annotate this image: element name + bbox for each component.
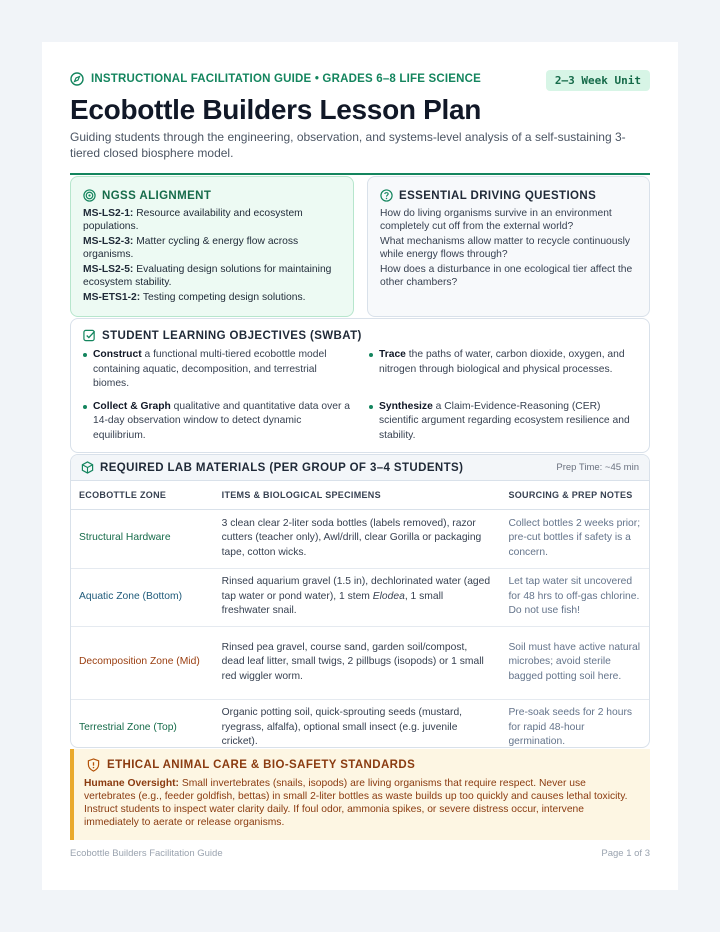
table-row — [71, 626, 649, 699]
materials-heading: REQUIRED LAB MATERIALS (PER GROUP OF 3–4 STUDENTS) — [100, 461, 464, 474]
standard-text: Evaluating design solutions for maintaining ecosystem stability. — [83, 264, 332, 288]
ngss-standard — [83, 208, 341, 233]
ngss-alignment-card — [70, 176, 354, 317]
zone-cell: Aquatic Zone (Bottom) — [71, 568, 214, 626]
objective-verb: Collect & Graph — [93, 400, 171, 412]
items-cell — [214, 568, 501, 626]
page-title: Ecobottle Builders Lesson Plan — [70, 94, 482, 125]
compass-icon — [70, 72, 84, 86]
items-text: Rinsed aquarium gravel (1.5 in), dechlorinated water (aged tap water or pond water), 1 stem — [221, 576, 491, 602]
eyebrow-text: INSTRUCTIONAL FACILITATION GUIDE • GRADES 6–8 LIFE SCIENCE — [91, 73, 482, 85]
driving-question: What mechanisms allow matter to recycle continuously while energy flows through? — [380, 236, 631, 260]
items-species: Elodea — [372, 590, 405, 602]
standard-text: Testing competing design solutions. — [140, 292, 306, 303]
ngss-heading: NGSS ALIGNMENT — [102, 189, 212, 202]
learning-objectives-card — [70, 318, 650, 453]
objective-item — [83, 400, 351, 444]
items-cell — [214, 699, 501, 748]
ngss-heading-row — [83, 189, 341, 202]
items-text: Rinsed pea gravel, course sand, garden soil/compost, dead leaf litter, small twigs, 2 pillbugs (isopods) or 1 small red wiggler worm. — [221, 641, 484, 682]
materials-heading-row — [71, 455, 649, 481]
materials-table — [71, 481, 649, 748]
column-header: SOURCING & PREP NOTES — [500, 481, 649, 509]
ethics-body — [84, 777, 640, 829]
notes-cell: Soil must have active natural microbes; avoid sterile bagged potting soil here. — [500, 626, 649, 699]
items-text-end: , 1 small freshwater snail. — [221, 590, 444, 617]
items-text: Organic potting soil, quick-sprouting seeds (mustard, ryegrass, alfalfa), optional small insect (e.g. juvenile cricket). — [221, 707, 463, 748]
table-header-row — [71, 481, 649, 509]
table-row — [71, 568, 649, 626]
question-circle-icon — [380, 189, 393, 202]
column-header: ITEMS & BIOLOGICAL SPECIMENS — [214, 481, 501, 509]
driving-question: How do living organisms survive in an environment completely cut off from the external world? — [380, 208, 612, 232]
objectives-grid — [83, 348, 637, 443]
standard-text: Resource availability and ecosystem populations. — [83, 208, 303, 232]
ngss-standard — [83, 236, 341, 261]
target-icon — [83, 189, 96, 202]
ethics-text: Small invertebrates (snails, isopods) are living organisms that require respect. Never use vertebrates (e.g., feeder goldfish, bettas) in small 2-liter bottles as waste builds up too quickly and causes lethal toxicity. Instruct students to inspect water clarity daily. If foul odor, ammonia spikes, or severe distress occur, intervene immediately to aerate or release organisms. — [84, 778, 628, 828]
objectives-heading-row — [83, 329, 637, 342]
shield-alert-icon — [87, 758, 100, 772]
page-number: Page 1 of 3 — [601, 848, 650, 859]
objective-item — [369, 400, 637, 444]
standard-text: Matter cycling & energy flow across organisms. — [83, 236, 299, 260]
page-subtitle: Guiding students through the engineering, observation, and systems-level analysis of a self-sustaining 3-tiered closed biosphere model. — [70, 130, 626, 160]
notes-cell: Collect bottles 2 weeks prior; pre-cut bottles if safety is a concern. — [500, 509, 649, 568]
checkbox-icon — [83, 329, 96, 342]
column-header: ECOBOTTLE ZONE — [71, 481, 214, 509]
ethics-heading-row — [84, 758, 640, 772]
unit-duration-badge: 2–3 Week Unit — [546, 70, 650, 91]
objective-item — [83, 348, 351, 392]
ethics-lead: Humane Oversight: — [84, 778, 179, 789]
objective-text: a functional multi-tiered ecobottle model containing aquatic, decomposition, and terrestrial biomes. — [93, 349, 327, 389]
ethics-callout — [70, 749, 650, 840]
items-cell — [214, 509, 501, 568]
standard-code: MS-LS2-3: — [83, 236, 134, 247]
objective-text: a Claim-Evidence-Reasoning (CER) scientific argument regarding ecosystem resilience and stability. — [379, 400, 630, 441]
table-row — [71, 699, 649, 748]
driving-question: How does a disturbance in one ecological tier affect the other chambers? — [380, 264, 633, 288]
notes-cell: Pre-soak seeds for 2 hours for rapid 48-hour germination. — [500, 699, 649, 748]
ngss-standard — [83, 264, 341, 289]
footer-title: Ecobottle Builders Facilitation Guide — [70, 848, 223, 859]
zone-cell: Terrestrial Zone (Top) — [71, 699, 214, 748]
items-text: 3 clean clear 2-liter soda bottles (labels removed), razor cutters (teacher only), Awl/drill, clear Gorilla or packaging tape, cotton wicks. — [221, 517, 482, 558]
table-row — [71, 509, 649, 568]
driving-questions-card — [367, 176, 650, 317]
cube-icon — [81, 461, 94, 474]
zone-cell: Structural Hardware — [71, 509, 214, 568]
items-cell — [214, 626, 501, 699]
notes-cell: Let tap water sit uncovered for 48 hrs to off-gas chlorine. Do not use fish! — [500, 568, 649, 626]
standard-code: MS-LS2-5: — [83, 264, 134, 275]
standard-code: MS-ETS1-2: — [83, 292, 141, 303]
eyebrow — [70, 72, 481, 86]
header-divider — [70, 173, 650, 175]
objective-verb: Synthesize — [379, 400, 433, 412]
lesson-plan-page — [42, 42, 678, 890]
objective-verb: Construct — [93, 349, 142, 360]
questions-heading: ESSENTIAL DRIVING QUESTIONS — [399, 189, 597, 202]
objective-verb: Trace — [379, 349, 406, 360]
objective-text: qualitative and quantitative data over a 14-day observation window to detect dynamic equilibrium. — [93, 400, 350, 441]
objective-item — [369, 348, 637, 392]
ngss-standard — [83, 292, 341, 305]
objectives-heading: STUDENT LEARNING OBJECTIVES (SWBAT) — [102, 329, 362, 342]
zone-cell: Decomposition Zone (Mid) — [71, 626, 214, 699]
ethics-heading: ETHICAL ANIMAL CARE & BIO-SAFETY STANDARDS — [107, 759, 416, 771]
prep-time: Prep Time: ~45 min — [556, 462, 639, 473]
lab-materials-card — [70, 454, 650, 748]
standard-code: MS-LS2-1: — [83, 208, 134, 219]
questions-heading-row — [380, 189, 637, 202]
objective-text: the paths of water, carbon dioxide, oxygen, and nitrogen through biological and physical processes. — [379, 349, 625, 375]
